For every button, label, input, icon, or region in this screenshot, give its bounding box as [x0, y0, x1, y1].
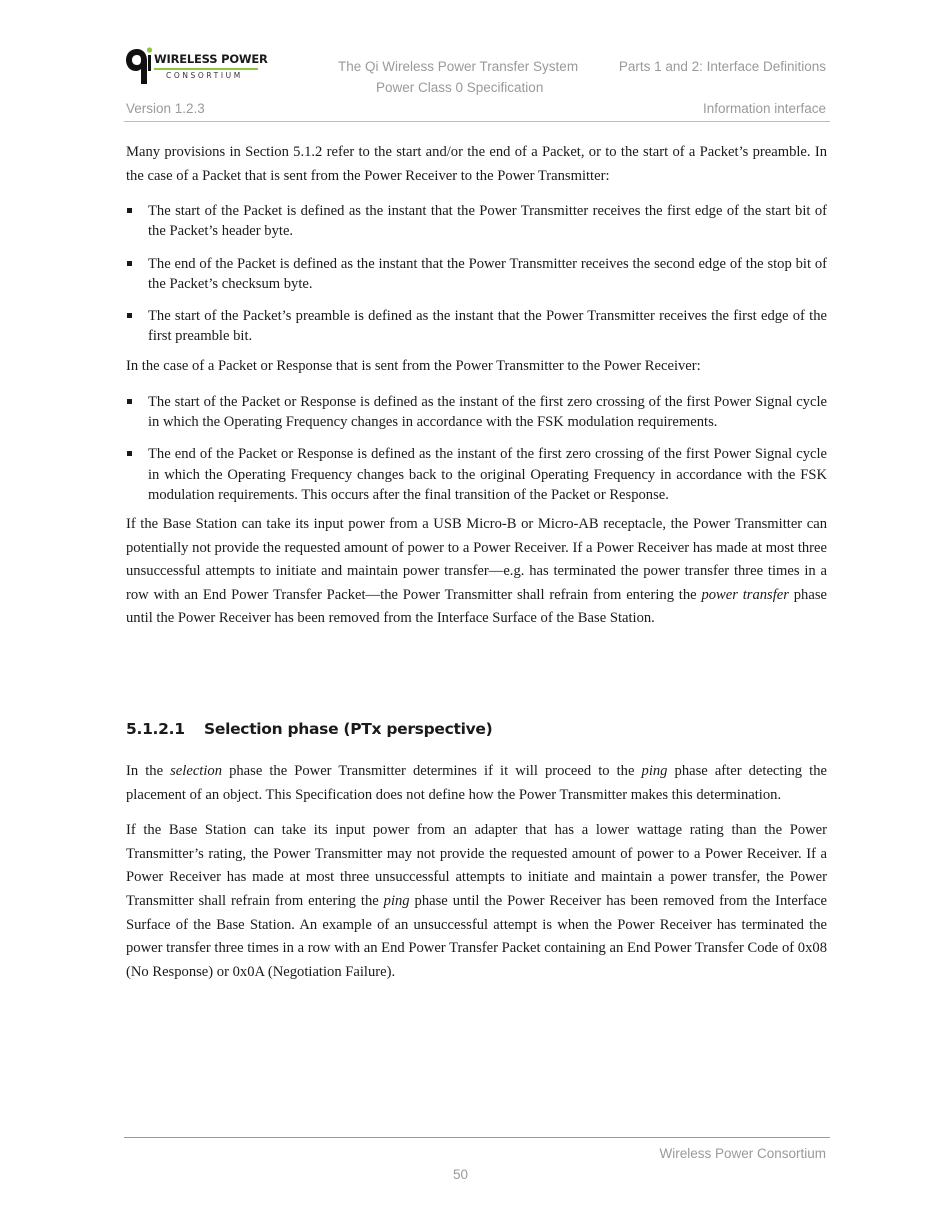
text-run: If the Base Station can take its input power from an adapter that has a lower wattage rating than the Power Transmitter’s rating, the Power Transmitter may not provide the requested amount of power to a Power Receiver. If a Power Receiver has made at most three unsuccessful attempts to initiate and maintain a power transfer, the Power Transmitter shall refrain from entering the: [126, 822, 827, 909]
ptx-to-prx-bullet-list: [126, 392, 827, 505]
bullet-square-icon: [127, 208, 132, 213]
list-item-text: The start of the Packet’s preamble is defined as the instant that the Power Transmitter receives the first edge of the first preamble bit.: [148, 308, 827, 345]
selection-paragraph: [126, 760, 827, 807]
bullet-square-icon: [127, 399, 132, 404]
bullet-square-icon: [127, 313, 132, 318]
list-item-text: The end of the Packet is defined as the instant that the Power Transmitter receives the second edge of the stop bit of the Packet’s checksum byte.: [148, 255, 827, 292]
wpc-logo: [126, 46, 268, 86]
bullet-square-icon: [127, 261, 132, 266]
body-section-selection-phase: [126, 760, 827, 984]
text-run: In the: [126, 763, 171, 779]
document-version: Version 1.2.3: [126, 101, 205, 116]
logo-subtitle: CONSORTIUM: [166, 71, 243, 80]
list-item-text: The start of the Packet is defined as the instant that the Power Transmitter receives the first edge of the start bit of the Packet’s header byte.: [148, 203, 827, 240]
header-divider: [124, 121, 830, 122]
emphasis-text: power transfer: [701, 586, 789, 603]
section-heading: [126, 720, 492, 738]
text-run: phase the Power Transmitter determines if it will proceed to the: [222, 763, 642, 779]
list-item-text: The end of the Packet or Response is defined as the instant of the first zero crossing of the first Power Signal cycle in which the Operating Frequency changes back to the original Operating Frequency in accordance with the FSK modulation requirements. This occurs after the final transition of the Packet or Response.: [148, 446, 827, 503]
list-item: [126, 444, 827, 505]
text-run: phase until the Power Receiver has been removed from the Interface Surface of the Base Station. An example of an unsuccessful attempt is when the Power Receiver has terminated the power transfer three times in a row with an End Power Transfer Packet containing an End Power Transfer Code of 0x08 (No Response) or 0x0A (Negotiation Failure).: [126, 892, 827, 980]
section-name: Information interface: [702, 101, 826, 116]
list-item: [126, 254, 827, 294]
bullet-square-icon: [127, 451, 132, 456]
text-run: phase after detecting the placement of an object. This Specification does not define how the Power Transmitter makes this determination.: [126, 763, 827, 803]
footer-divider: [124, 1137, 830, 1138]
qi-logo-icon: [126, 46, 152, 86]
emphasis-text: ping: [641, 763, 668, 779]
usb-power-paragraph: [126, 513, 827, 631]
section-number: 5.1.2.1: [126, 720, 185, 738]
ptx-to-prx-intro-paragraph: In the case of a Packet or Response that is sent from the Power Transmitter to the Power Receiver:: [126, 358, 701, 375]
list-item: [126, 201, 827, 241]
page-number: 50: [453, 1167, 469, 1182]
footer-organization: Wireless Power Consortium: [659, 1146, 826, 1161]
document-title: The Qi Wireless Power Transfer System: [338, 59, 579, 74]
text-run: phase until the Power Receiver has been removed from the Interface Surface of the Base Station.: [126, 586, 827, 627]
adapter-power-paragraph: [126, 819, 827, 984]
intro-paragraph: Many provisions in Section 5.1.2 refer to the start and/or the end of a Packet, or to the start of a Packet’s preamble. In the case of a Packet that is sent from the Power Receiver to the Power Transmitter:: [126, 144, 827, 184]
prx-to-ptx-bullet-list: [126, 201, 827, 346]
section-title: Selection phase (PTx perspective): [204, 720, 493, 738]
logo-title: WIRELESS POWER: [154, 52, 268, 66]
document-parts: Parts 1 and 2: Interface Definitions: [618, 59, 826, 74]
document-subtitle: Power Class 0 Specification: [376, 80, 544, 95]
text-run: If the Base Station can take its input power from a USB Micro-B or Micro-AB receptacle, the Power Transmitter can potentially not provide the requested amount of power to a Power Receiver. If a Power Receiver has made at most three unsuccessful attempts to initiate and maintain power transfer—e.g. has terminated the power transfer three times in a row with an End Power Transfer Packet—the Power Transmitter shall refrain from entering the: [126, 516, 827, 603]
body-section-packet-definitions: [126, 141, 827, 631]
emphasis-text: ping: [383, 892, 410, 909]
list-item: [126, 392, 827, 432]
emphasis-text: selection: [170, 763, 222, 779]
list-item: [126, 306, 827, 346]
logo-accent-rule: [154, 68, 258, 70]
list-item-text: The start of the Packet or Response is defined as the instant of the first zero crossing of the first Power Signal cycle in which the Operating Frequency changes in accordance with the FSK modulation requirements.: [148, 394, 827, 431]
